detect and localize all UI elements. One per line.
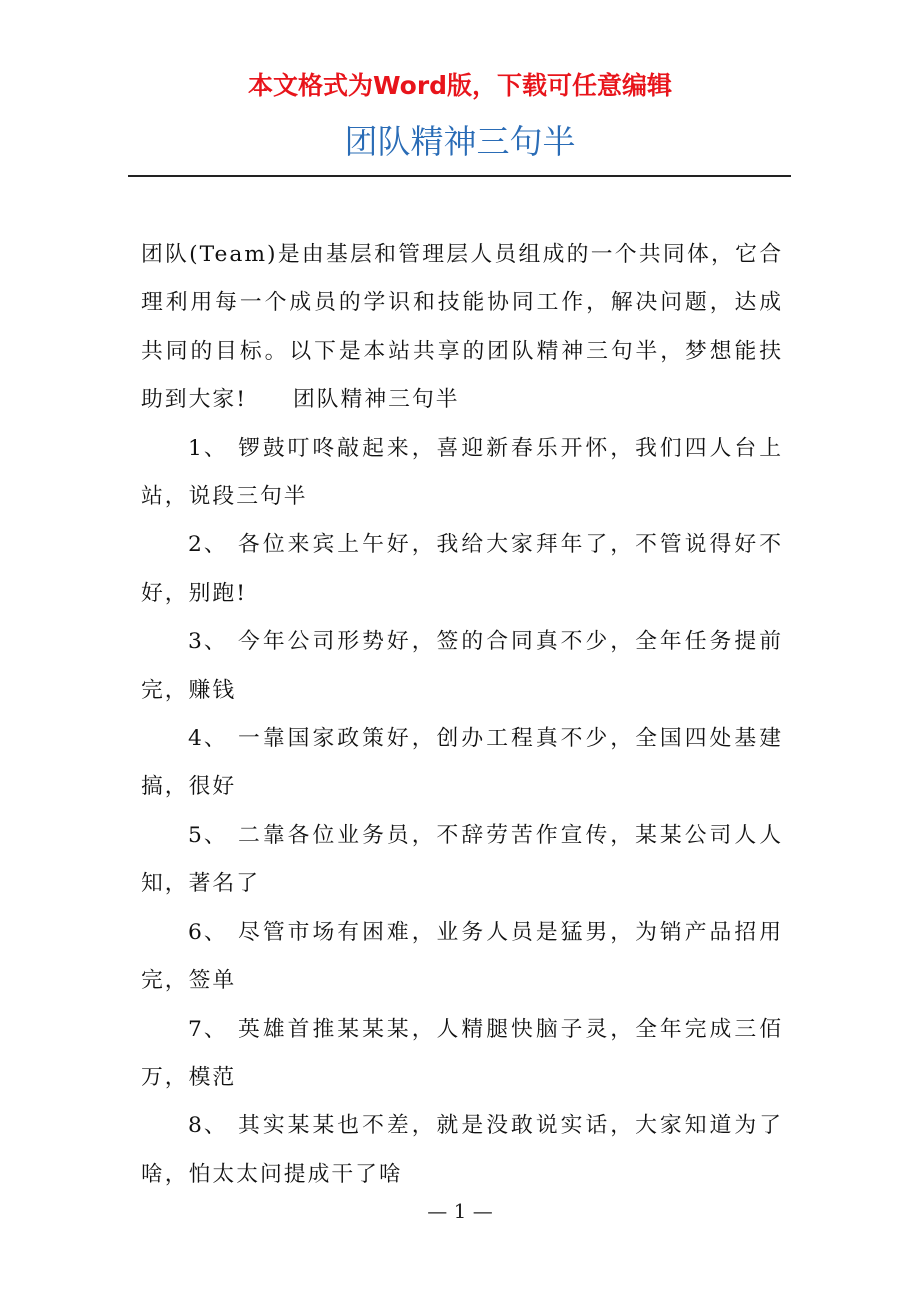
format-banner: 本文格式为Word版，下载可任意编辑 [247, 71, 673, 100]
verse-number: 8、 [188, 1113, 228, 1139]
verse-text: 一靠国家政策好，创办工程真不少，全国四处基建搞，很好 [141, 726, 783, 800]
document-title: 团队精神三句半 [344, 122, 576, 161]
verse-number: 3、 [188, 629, 228, 655]
verse-number: 1、 [188, 435, 228, 461]
intro-text: 团队(Team)是由基层和管理层人员组成的一个共同体，它合理利用每一个成员的学识和技能协同工作，解决问题，达成共同的目标。以下是本站共享的团队精神三句半，梦想能扶助到大家! [141, 242, 783, 413]
page-number: — 1 — [427, 1199, 493, 1223]
verse-item [141, 1102, 783, 1199]
verse-item [141, 812, 783, 909]
verse-number: 5、 [188, 822, 228, 848]
verse-item [141, 1006, 783, 1103]
verse-item [141, 425, 783, 522]
intro-paragraph [141, 231, 783, 425]
verse-number: 6、 [188, 919, 228, 945]
verse-text: 锣鼓叮咚敲起来，喜迎新春乐开怀，我们四人台上站，说段三句半 [141, 435, 783, 510]
verse-text: 英雄首推某某某，人精腿快脑子灵，全年完成三佰万，模范 [141, 1016, 783, 1090]
verse-item [141, 909, 783, 1006]
verse-text: 尽管市场有困难，业务人员是猛男，为销产品招用完，签单 [141, 919, 783, 994]
verse-text: 其实某某也不差，就是没敢说实话，大家知道为了啥，怕太太问提成干了啥 [141, 1113, 783, 1187]
intro-tail-heading: 团队精神三句半 [292, 387, 460, 413]
verse-item [141, 521, 783, 618]
verse-item [141, 618, 783, 715]
verse-text: 各位来宾上午好，我给大家拜年了，不管说得好不好，别跑! [141, 532, 783, 606]
title-divider [128, 175, 791, 177]
verse-number: 4、 [188, 726, 228, 752]
verse-text: 今年公司形势好，签的合同真不少，全年任务提前完，赚钱 [141, 629, 783, 703]
document-body [141, 231, 783, 1199]
verse-number: 2、 [188, 532, 228, 558]
verse-item [141, 715, 783, 812]
verse-text: 二靠各位业务员，不辞劳苦作宣传，某某公司人人知，著名了 [141, 822, 783, 897]
verse-number: 7、 [188, 1016, 228, 1042]
